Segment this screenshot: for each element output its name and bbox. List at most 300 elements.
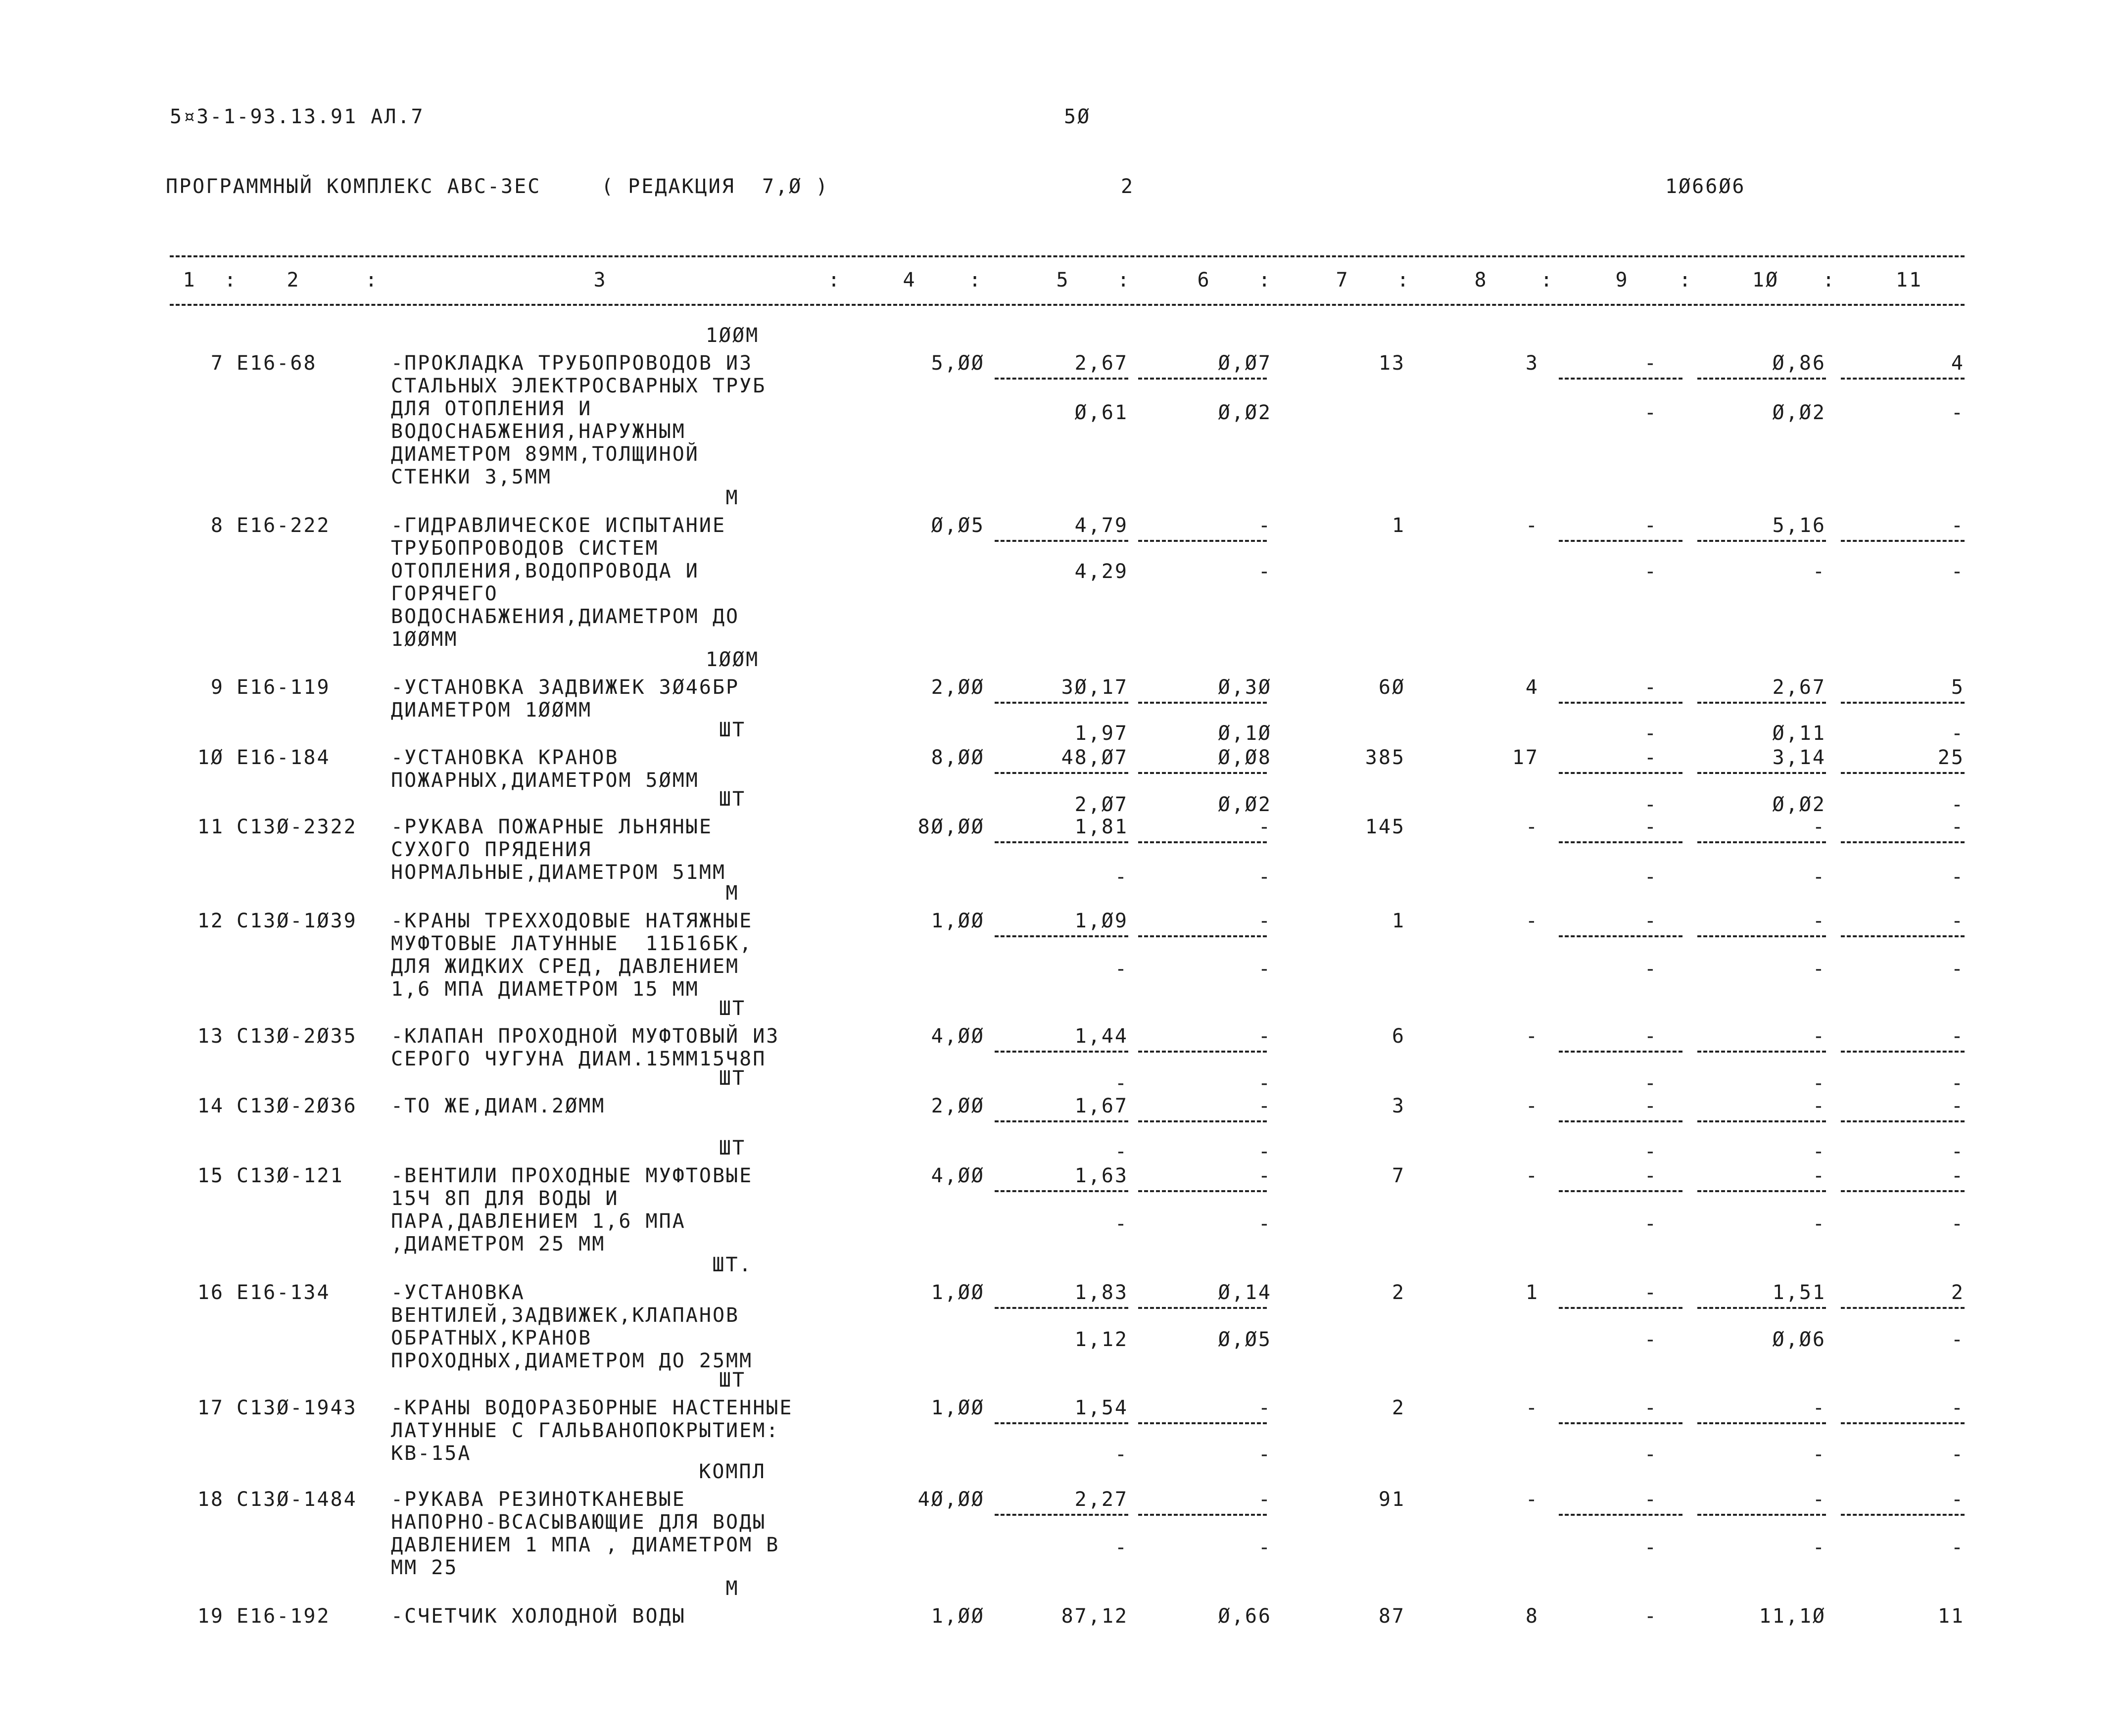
column-header: 5 [1056,269,1070,291]
description-line: ОБРАТНЫХ,КРАНОВ [391,1327,592,1350]
cell-col9-sub: - [1644,1536,1658,1559]
row-number: 19 [197,1605,224,1628]
subtotal-rule [995,1051,1128,1053]
subtotal-rule [995,1120,1128,1122]
cell-col10: - [1812,910,1826,932]
row-number: 16 [197,1281,224,1304]
subtotal-rule [1559,841,1682,843]
column-header: 1 [183,269,196,291]
cell-col10-sub: - [1812,560,1826,583]
description-line: СЕРОГО ЧУГУНА ДИАМ.15ММ15Ч8П [391,1048,767,1070]
cell-col10-sub: - [1812,1212,1826,1235]
rate-code: С13Ø-1Ø39 [237,910,357,932]
column-separator: : [224,269,238,291]
cell-col10: 11,1Ø [1759,1605,1826,1628]
cell-col6: - [1258,910,1272,932]
cell-col8: 3 [1525,352,1539,375]
subtotal-rule [995,1514,1128,1516]
cell-col7: 87 [1378,1605,1405,1628]
subtotal-rule [995,540,1128,542]
subtotal-rule [1138,540,1267,542]
description-line: ВОДОСНАБЖЕНИЯ,ДИАМЕТРОМ ДО [391,605,740,628]
description-line: -ГИДРАВЛИЧЕСКОЕ ИСПЫТАНИЕ [391,514,726,537]
sheet-number: 2 [1121,175,1135,198]
cell-col5-sub: Ø,61 [1074,401,1128,424]
cell-col11-sub: - [1951,401,1965,424]
unit-label: М [725,486,739,509]
description-line: -КЛАПАН ПРОХОДНОЙ МУФТОВЫЙ ИЗ [391,1025,780,1048]
subtotal-rule [995,841,1128,843]
description-line: 1ØØММ [391,628,458,651]
quantity-value: 2,ØØ [931,676,985,699]
column-separator: : [1117,269,1131,291]
cell-col9: - [1644,746,1658,769]
cell-col9-sub: - [1644,1072,1658,1095]
cell-col7: 385 [1365,746,1405,769]
cell-col6-sub: - [1258,1443,1272,1466]
subtotal-rule [995,1307,1128,1309]
subtotal-rule [1559,1120,1682,1122]
description-line: ПАРА,ДАВЛЕНИЕМ 1,6 МПА [391,1210,686,1233]
column-separator: : [828,269,842,291]
subtotal-rule [1841,841,1965,843]
rate-code: С13Ø-1484 [237,1488,357,1511]
subtotal-rule [995,1190,1128,1192]
cell-col6: - [1258,514,1272,537]
description-line: СТЕНКИ 3,5ММ [391,466,552,488]
subtotal-rule [1697,1051,1826,1053]
unit-label: ШТ [719,997,746,1020]
description-line: СУХОГО ПРЯДЕНИЯ [391,838,592,861]
row-number: 14 [197,1095,224,1117]
cell-col6-sub: - [1258,1536,1272,1559]
cell-col11: 4 [1951,352,1965,375]
cell-col9: - [1644,816,1658,838]
cell-col8: - [1525,1164,1539,1187]
cell-col6-sub: - [1258,560,1272,583]
cell-col11: 25 [1937,746,1965,769]
column-header: 8 [1474,269,1488,291]
quantity-value: Ø,Ø5 [931,514,985,537]
cell-col5-sub: 1,12 [1074,1328,1128,1351]
cell-col7: 2 [1392,1281,1405,1304]
cell-col11-sub: - [1951,1212,1965,1235]
subtotal-rule [1841,1190,1965,1192]
description-line: ВОДОСНАБЖЕНИЯ,НАРУЖНЫМ [391,420,686,443]
subtotal-rule [1841,1120,1965,1122]
quantity-value: 1,ØØ [931,1397,985,1419]
cell-col10: 1,51 [1772,1281,1826,1304]
subtotal-rule [1697,1514,1826,1516]
row-number: 18 [197,1488,224,1511]
cell-col5: 1,44 [1074,1025,1128,1048]
row-number: 17 [197,1397,224,1419]
quantity-value: 1,ØØ [931,910,985,932]
cell-col11: 2 [1951,1281,1965,1304]
cell-col6-sub: - [1258,1140,1272,1163]
page-number: 5Ø [1064,105,1091,128]
column-header: 6 [1197,269,1211,291]
rate-code: Е16-68 [237,352,317,375]
quantity-value: 5,ØØ [931,352,985,375]
cell-col5: 1,Ø9 [1074,910,1128,932]
description-line: -УСТАНОВКА [391,1281,525,1304]
cell-col8: - [1525,816,1539,838]
subtotal-rule [1841,1051,1965,1053]
cell-col10-sub: Ø,Ø6 [1772,1328,1826,1351]
description-line: НОРМАЛЬНЫЕ,ДИАМЕТРОМ 51ММ [391,861,726,884]
cell-col11: - [1951,1164,1965,1187]
description-line: ДИАМЕТРОМ 89ММ,ТОЛЩИНОЙ [391,443,699,466]
subtotal-rule [995,772,1128,774]
cell-col9-sub: - [1644,1328,1658,1351]
cell-col6: Ø,Ø8 [1218,746,1272,769]
cell-col10-sub: - [1812,1443,1826,1466]
document-number: 1Ø66Ø6 [1665,175,1746,198]
cell-col7: 1 [1392,514,1405,537]
column-header: 2 [287,269,300,291]
subtotal-rule [1841,1422,1965,1424]
description-line: ПОЖАРНЫХ,ДИАМЕТРОМ 5ØММ [391,769,699,792]
cell-col5-sub: 2,Ø7 [1074,793,1128,816]
cell-col10: - [1812,1164,1826,1187]
column-header: 11 [1895,269,1923,291]
cell-col6-sub: - [1258,1072,1272,1095]
description-line: -СЧЕТЧИК ХОЛОДНОЙ ВОДЫ [391,1605,686,1628]
unit-label: 1ØØМ [705,648,760,671]
description-line: МУФТОВЫЕ ЛАТУННЫЕ 11Б16БК, [391,932,753,955]
cell-col10: 3,14 [1772,746,1826,769]
cell-col11-sub: - [1951,1443,1965,1466]
subtotal-rule [1559,1190,1682,1192]
cell-col5-sub: - [1114,1072,1128,1095]
cell-col6: Ø,3Ø [1218,676,1272,699]
cell-col11-sub: - [1951,722,1965,745]
cell-col5-sub: - [1114,1443,1128,1466]
cell-col10: - [1812,1397,1826,1419]
row-number: 12 [197,910,224,932]
cell-col5-sub: - [1114,1536,1128,1559]
subtotal-rule [1138,1307,1267,1309]
cell-col5-sub: - [1114,1140,1128,1163]
row-number: 13 [197,1025,224,1048]
cell-col10: - [1812,1488,1826,1511]
cell-col8: 1 [1525,1281,1539,1304]
cell-col8: - [1525,910,1539,932]
subtotal-rule [1138,1190,1267,1192]
column-separator: : [969,269,983,291]
column-separator: : [1258,269,1272,291]
cell-col10-sub: - [1812,1536,1826,1559]
cell-col9-sub: - [1644,793,1658,816]
subtotal-rule [995,702,1128,704]
cell-col5: 87,12 [1061,1605,1128,1628]
description-line: ПРОХОДНЫХ,ДИАМЕТРОМ ДО 25ММ [391,1350,753,1372]
cell-col11: - [1951,1095,1965,1117]
cell-col9-sub: - [1644,958,1658,980]
subtotal-rule [1697,935,1826,937]
description-line: -РУКАВА ПОЖАРНЫЕ ЛЬНЯНЫЕ [391,816,713,838]
subtotal-rule [1138,702,1267,704]
cell-col8: - [1525,514,1539,537]
description-line: 1,6 МПА ДИАМЕТРОМ 15 ММ [391,978,699,1001]
cell-col9: - [1644,1281,1658,1304]
subtotal-rule [1559,1051,1682,1053]
column-separator: : [365,269,379,291]
description-line: ГОРЯЧЕГО [391,582,498,605]
cell-col11-sub: - [1951,1140,1965,1163]
description-line: ТРУБОПРОВОДОВ СИСТЕМ [391,537,659,560]
subtotal-rule [1138,772,1267,774]
subtotal-rule [1841,1307,1965,1309]
cell-col6: - [1258,1164,1272,1187]
description-line: -УСТАНОВКА ЗАДВИЖЕК 3Ø46БР [391,676,740,699]
subtotal-rule [1697,540,1826,542]
cell-col9-sub: - [1644,1140,1658,1163]
unit-label: ШТ. [712,1254,753,1276]
cell-col10-sub: Ø,11 [1772,722,1826,745]
cell-col5-sub: 1,97 [1074,722,1128,745]
cell-col11: - [1951,1025,1965,1048]
row-number: 15 [197,1164,224,1187]
subtotal-rule [1841,1514,1965,1516]
cell-col8: 8 [1525,1605,1539,1628]
subtotal-rule [1841,540,1965,542]
subtotal-rule [995,1422,1128,1424]
cell-col11-sub: - [1951,866,1965,888]
cell-col9: - [1644,1605,1658,1628]
rate-code: С13Ø-1943 [237,1397,357,1419]
cell-col5: 1,63 [1074,1164,1128,1187]
quantity-value: 4,ØØ [931,1164,985,1187]
subtotal-rule [1138,1514,1267,1516]
cell-col7: 1 [1392,910,1405,932]
cell-col7: 6 [1392,1025,1405,1048]
cell-col6-sub: Ø,1Ø [1218,722,1272,745]
description-line: ДЛЯ ОТОПЛЕНИЯ И [391,397,592,420]
description-line: -ВЕНТИЛИ ПРОХОДНЫЕ МУФТОВЫЕ [391,1164,753,1187]
row-number: 7 [210,352,224,375]
cell-col8: 17 [1512,746,1539,769]
quantity-value: 2,ØØ [931,1095,985,1117]
column-header: 7 [1336,269,1349,291]
subtotal-rule [1841,702,1965,704]
cell-col9: - [1644,1488,1658,1511]
table-header-rule [170,304,1965,306]
cell-col11: - [1951,910,1965,932]
cell-col9-sub: - [1644,866,1658,888]
subtotal-rule [1841,935,1965,937]
cell-col5: 4,79 [1074,514,1128,537]
cell-col9: - [1644,514,1658,537]
description-line: ДЛЯ ЖИДКИХ СРЕД, ДАВЛЕНИЕМ [391,955,740,978]
cell-col6-sub: - [1258,1212,1272,1235]
cell-col6: - [1258,816,1272,838]
subtotal-rule [1841,378,1965,380]
cell-col6: - [1258,1095,1272,1117]
description-line: -ПРОКЛАДКА ТРУБОПРОВОДОВ ИЗ [391,352,753,375]
description-line: НАПОРНО-ВСАСЫВАЮЩИЕ ДЛЯ ВОДЫ [391,1511,767,1534]
cell-col6: - [1258,1397,1272,1419]
cell-col9-sub: - [1644,722,1658,745]
subtotal-rule [995,378,1128,380]
description-line: ДИАМЕТРОМ 1ØØММ [391,699,592,722]
cell-col10: Ø,86 [1772,352,1826,375]
description-line: -КРАНЫ ТРЕХХОДОВЫЕ НАТЯЖНЫЕ [391,910,753,932]
cell-col11-sub: - [1951,1536,1965,1559]
description-line: ЛАТУННЫЕ С ГАЛЬВАНОПОКРЫТИЕМ: [391,1419,780,1442]
cell-col6: Ø,66 [1218,1605,1272,1628]
subtotal-rule [1559,772,1682,774]
description-line: КВ-15А [391,1442,472,1465]
cell-col9-sub: - [1644,401,1658,424]
cell-col8: - [1525,1025,1539,1048]
unit-label: М [725,1577,739,1600]
cell-col10-sub: - [1812,958,1826,980]
subtotal-rule [1841,772,1965,774]
cell-col10-sub: Ø,Ø2 [1772,793,1826,816]
subtotal-rule [1138,378,1267,380]
cell-col7: 91 [1378,1488,1405,1511]
cell-col5: 3Ø,17 [1061,676,1128,699]
table-top-rule [170,255,1965,257]
cell-col10-sub: - [1812,1072,1826,1095]
cell-col9: - [1644,1397,1658,1419]
cell-col10: - [1812,816,1826,838]
cell-col9: - [1644,352,1658,375]
row-number: 9 [210,676,224,699]
cell-col5-sub: 4,29 [1074,560,1128,583]
cell-col10: - [1812,1095,1826,1117]
cell-col6: - [1258,1025,1272,1048]
column-header: 4 [903,269,916,291]
column-separator: : [1397,269,1411,291]
subtotal-rule [1559,540,1682,542]
subtotal-rule [1697,1190,1826,1192]
rate-code: Е16-119 [237,676,331,699]
cell-col10-sub: - [1812,866,1826,888]
cell-col9-sub: - [1644,1443,1658,1466]
cell-col5: 1,54 [1074,1397,1128,1419]
quantity-value: 8Ø,ØØ [917,816,985,838]
unit-label: КОМПЛ [699,1460,766,1483]
subtotal-rule [1138,1422,1267,1424]
description-line: 15Ч 8П ДЛЯ ВОДЫ И [391,1187,619,1210]
quantity-value: 1,ØØ [931,1605,985,1628]
cell-col7: 13 [1378,352,1405,375]
quantity-value: 8,ØØ [931,746,985,769]
cell-col5-sub: - [1114,958,1128,980]
quantity-value: 4,ØØ [931,1025,985,1048]
cell-col6-sub: Ø,Ø2 [1218,793,1272,816]
description-line: ОТОПЛЕНИЯ,ВОДОПРОВОДА И [391,560,699,582]
cell-col5: 1,81 [1074,816,1128,838]
cell-col9: - [1644,1095,1658,1117]
subtotal-rule [1697,702,1826,704]
cell-col7: 2 [1392,1397,1405,1419]
description-line: -УСТАНОВКА КРАНОВ [391,746,619,769]
edition-label: ( РЕДАКЦИЯ 7,Ø ) [601,175,829,198]
column-separator: : [1823,269,1836,291]
rate-code: С13Ø-2Ø36 [237,1095,357,1117]
subtotal-rule [1138,1051,1267,1053]
document-code: 5¤3-1-93.13.91 АЛ.7 [170,105,425,128]
cell-col6: Ø,14 [1218,1281,1272,1304]
row-number: 11 [197,816,224,838]
row-number: 1Ø [197,746,224,769]
unit-label: М [725,882,739,905]
cell-col11: - [1951,1397,1965,1419]
column-separator: : [1540,269,1554,291]
cell-col9: - [1644,910,1658,932]
cell-col5-sub: - [1114,866,1128,888]
subtotal-rule [1697,1307,1826,1309]
cell-col5: 2,67 [1074,352,1128,375]
cell-col6: - [1258,1488,1272,1511]
description-line: -ТО ЖЕ,ДИАМ.2ØММ [391,1095,606,1117]
unit-label: ШТ [719,719,746,741]
unit-label: ШТ [719,1369,746,1392]
subtotal-rule [1559,702,1682,704]
rate-code: Е16-222 [237,514,331,537]
cell-col11-sub: - [1951,1072,1965,1095]
subtotal-rule [1697,772,1826,774]
subtotal-rule [1559,1307,1682,1309]
description-line: ,ДИАМЕТРОМ 25 ММ [391,1233,606,1255]
cell-col8: 4 [1525,676,1539,699]
program-name: ПРОГРАММНЫЙ КОМПЛЕКС АВС-3ЕС [166,175,541,198]
cell-col6-sub: Ø,Ø2 [1218,401,1272,424]
cell-col6-sub: Ø,Ø5 [1218,1328,1272,1351]
rate-code: Е16-192 [237,1605,331,1628]
unit-label: ШТ [719,1137,746,1159]
subtotal-rule [1559,935,1682,937]
description-line: ММ 25 [391,1556,458,1579]
rate-code: Е16-134 [237,1281,331,1304]
column-header-row [170,269,1965,296]
column-header: 1Ø [1752,269,1779,291]
description-line: ДАВЛЕНИЕМ 1 МПА , ДИАМЕТРОМ В [391,1534,780,1556]
cell-col9: - [1644,1164,1658,1187]
unit-label: 1ØØМ [705,324,760,347]
cell-col7: 145 [1365,816,1405,838]
cell-col5: 2,27 [1074,1488,1128,1511]
subtotal-rule [995,935,1128,937]
cell-col10-sub: - [1812,1140,1826,1163]
rate-code: Е16-184 [237,746,331,769]
cell-col6: Ø,Ø7 [1218,352,1272,375]
cell-col7: 7 [1392,1164,1405,1187]
subtotal-rule [1559,1514,1682,1516]
column-header: 9 [1615,269,1629,291]
cell-col8: - [1525,1095,1539,1117]
cell-col6-sub: - [1258,958,1272,980]
cell-col8: - [1525,1397,1539,1419]
description-line: СТАЛЬНЫХ ЭЛЕКТРОСВАРНЫХ ТРУБ [391,375,767,397]
unit-label: ШТ [719,1067,746,1090]
cell-col6-sub: - [1258,866,1272,888]
cell-col5: 48,Ø7 [1061,746,1128,769]
column-header: 3 [593,269,607,291]
subtotal-rule [1559,378,1682,380]
quantity-value: 4Ø,ØØ [917,1488,985,1511]
cell-col5-sub: - [1114,1212,1128,1235]
cell-col10: 5,16 [1772,514,1826,537]
cell-col11: - [1951,1488,1965,1511]
cell-col11: - [1951,816,1965,838]
cell-col10: 2,67 [1772,676,1826,699]
subtotal-rule [1138,1120,1267,1122]
